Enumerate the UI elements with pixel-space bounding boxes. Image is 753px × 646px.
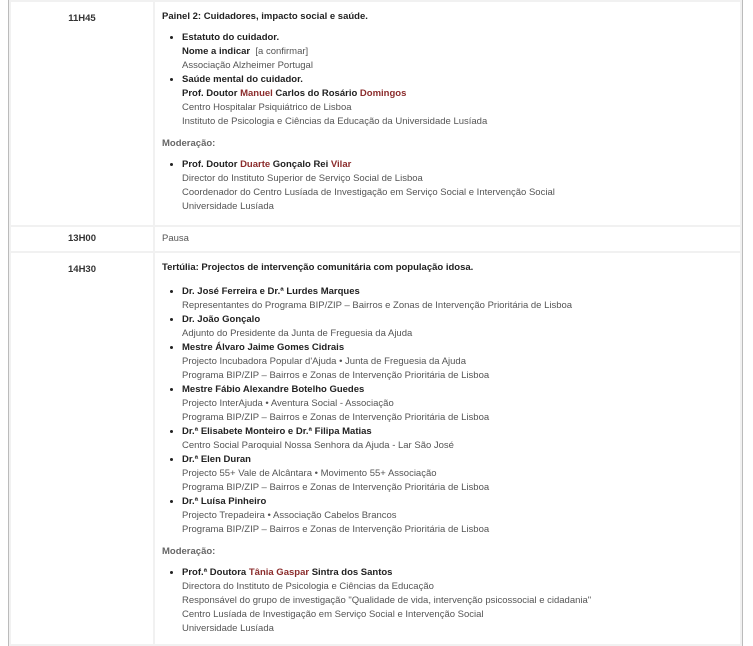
affiliation-line: Programa BIP/ZIP – Bairros e Zonas de Intervenção Prioritária de Lisboa xyxy=(182,370,490,381)
speaker-name: • Dr.ª Luísa Pinheiro xyxy=(182,496,267,507)
program-table-frame xyxy=(8,0,743,646)
moderator-name: • Prof.ª Doutora Tânia Gaspar Sintra dos Santos xyxy=(182,567,393,578)
affiliation-line: Projecto Incubadora Popular d'Ajuda • Junta de Freguesia da Ajuda xyxy=(182,356,466,367)
speaker-line xyxy=(182,45,734,59)
speaker-name: • Dr. João Gonçalo xyxy=(182,314,261,325)
table-row xyxy=(11,227,740,251)
affiliation-line: Programa BIP/ZIP – Bairros e Zonas de Intervenção Prioritária de Lisboa xyxy=(182,482,490,493)
speaker-name: • Mestre Fábio Alexandre Botelho Guedes xyxy=(182,384,365,395)
program-table xyxy=(9,0,742,646)
topic-title: • Saúde mental do cuidador. xyxy=(182,74,303,85)
affiliation-line: Coordenador do Centro Lusíada de Investigação em Serviço Social e Intervenção Social xyxy=(182,187,555,198)
content-cell xyxy=(155,253,740,644)
affiliation-line: Programa BIP/ZIP – Bairros e Zonas de Intervenção Prioritária de Lisboa xyxy=(182,524,490,535)
list-item xyxy=(182,566,734,636)
list-item xyxy=(182,73,734,129)
affiliation-line: Projecto Trepadeira • Associação Cabelos Brancos xyxy=(182,510,397,521)
speaker-name: • Dr.ª Elen Duran xyxy=(182,454,251,465)
affiliation-line: Programa BIP/ZIP – Bairros e Zonas de Intervenção Prioritária de Lisboa xyxy=(182,412,490,423)
list-item xyxy=(182,425,734,453)
list-item xyxy=(182,383,734,425)
session-title: Tertúlia: Projectos de intervenção comunitária com população idosa. xyxy=(162,262,474,273)
moderator-list xyxy=(162,158,734,214)
speaker-name: Nome a indicar xyxy=(182,46,251,57)
affiliation-line: Centro Lusíada de Investigação em Serviço Social e Intervenção Social xyxy=(182,609,484,620)
affiliation-line: Universidade Lusíada xyxy=(182,201,274,212)
table-row xyxy=(11,253,740,644)
affiliation-line: Associação Alzheimer Portugal xyxy=(182,60,313,71)
affiliation-line: Directora do Instituto de Psicologia e Ciências da Educação xyxy=(182,581,434,592)
list-item xyxy=(182,285,734,313)
session-title: Painel 2: Cuidadores, impacto social e saúde. xyxy=(162,11,368,22)
moderator-name: • Prof. Doutor Duarte Gonçalo Rei Vilar xyxy=(182,159,352,170)
list-item xyxy=(182,158,734,214)
time-cell: 11H45 xyxy=(11,2,153,225)
affiliation-line: Universidade Lusíada xyxy=(182,623,274,634)
list-item xyxy=(182,31,734,73)
speaker-line: Prof. Doutor Manuel Carlos do Rosário Domingos xyxy=(182,88,407,99)
list-item xyxy=(182,313,734,341)
speaker-list xyxy=(162,31,734,129)
affiliation-line: Representantes do Programa BIP/ZIP – Bairros e Zonas de Intervenção Prioritária de Lisboa xyxy=(182,300,573,311)
list-item xyxy=(182,495,734,537)
content-cell: Pausa xyxy=(155,227,740,251)
speaker-list xyxy=(162,285,734,537)
affiliation-line: Centro Hospitalar Psiquiátrico de Lisboa xyxy=(182,102,352,113)
affiliation-line: Adjunto do Presidente da Junta de Freguesia da Ajuda xyxy=(182,328,413,339)
moderator-list xyxy=(162,566,734,636)
affiliation-line: Projecto 55+ Vale de Alcântara • Movimento 55+ Associação xyxy=(182,468,437,479)
content-cell xyxy=(155,2,740,225)
list-item xyxy=(182,453,734,495)
confirm-tag: [a confirmar] xyxy=(255,46,309,57)
time-cell: 14H30 xyxy=(11,253,153,644)
affiliation-line: Centro Social Paroquial Nossa Senhora da Ajuda - Lar São José xyxy=(182,440,454,451)
affiliation-line: Responsável do grupo de investigação "Qualidade de vida, intervenção psicossocial e cidadania" xyxy=(182,595,592,606)
time-cell: 13H00 xyxy=(11,227,153,251)
speaker-name: • Mestre Álvaro Jaime Gomes Cidrais xyxy=(182,342,345,353)
moderation-label: Moderação: xyxy=(162,546,216,557)
affiliation-line: Projecto InterAjuda • Aventura Social - Associação xyxy=(182,398,394,409)
speaker-name: • Dr. José Ferreira e Dr.ª Lurdes Marques xyxy=(182,286,360,297)
affiliation-line: Director do Instituto Superior de Serviço Social de Lisboa xyxy=(182,173,423,184)
table-row xyxy=(11,2,740,225)
list-item xyxy=(182,341,734,383)
speaker-name: • Dr.ª Elisabete Monteiro e Dr.ª Filipa Matias xyxy=(182,426,372,437)
topic-title: • Estatuto do cuidador. xyxy=(182,32,280,43)
affiliation-line: Instituto de Psicologia e Ciências da Educação da Universidade Lusíada xyxy=(182,116,488,127)
moderation-label: Moderação: xyxy=(162,138,216,149)
